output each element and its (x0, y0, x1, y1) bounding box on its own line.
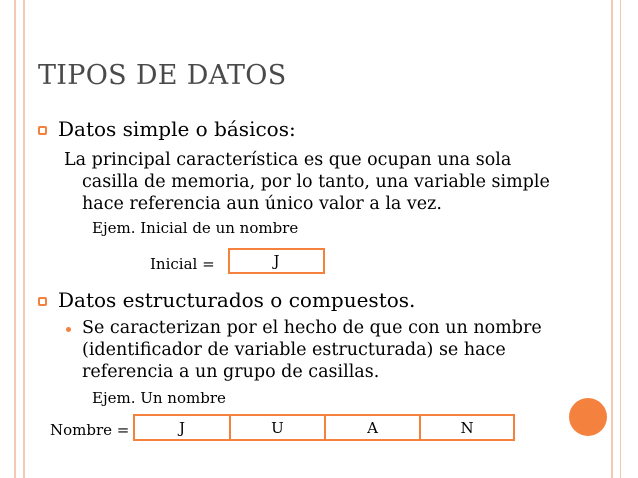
structured-variable-box (133, 414, 515, 441)
section1-example: Ejem. Inicial de un nombre (92, 219, 299, 237)
decorative-circle (569, 398, 607, 436)
section1-line-1: La principal característica es que ocupan una sola (64, 150, 512, 170)
right-border-line-inner (611, 0, 613, 478)
section1-line-2: casilla de memoria, por lo tanto, una variable simple (82, 172, 550, 192)
right-border-line-outer (620, 0, 621, 478)
section2-example: Ejem. Un nombre (92, 389, 226, 407)
left-border-line-inner (23, 0, 25, 478)
structured-cell-2: U (271, 418, 284, 437)
simple-cell: J (273, 252, 280, 270)
section2-line-1: Se caracterizan por el hecho de que con un nombre (82, 318, 542, 338)
structured-cell-3: A (367, 418, 378, 437)
structured-cell-1: J (178, 418, 185, 437)
section2-line-2: (identificador de variable estructurada) se hace (82, 340, 506, 360)
section1-heading: Datos simple o básicos: (58, 117, 296, 141)
section2-line-3: referencia a un grupo de casillas. (82, 362, 380, 382)
section2-var-label: Nombre = (50, 421, 130, 439)
structured-cell-4: N (460, 418, 474, 437)
bullet-square-icon (38, 297, 47, 306)
slide-title: TIPOS DE DATOS (38, 60, 287, 91)
simple-variable-box (228, 248, 325, 274)
bullet-dot-icon (66, 327, 71, 332)
left-border-line-outer (14, 0, 16, 478)
section1-line-3: hace referencia aun único valor a la vez. (82, 194, 442, 214)
section2-heading: Datos estructurados o compuestos. (58, 288, 416, 312)
section1-var-label: Inicial = (150, 255, 215, 273)
bullet-square-icon (38, 126, 47, 135)
